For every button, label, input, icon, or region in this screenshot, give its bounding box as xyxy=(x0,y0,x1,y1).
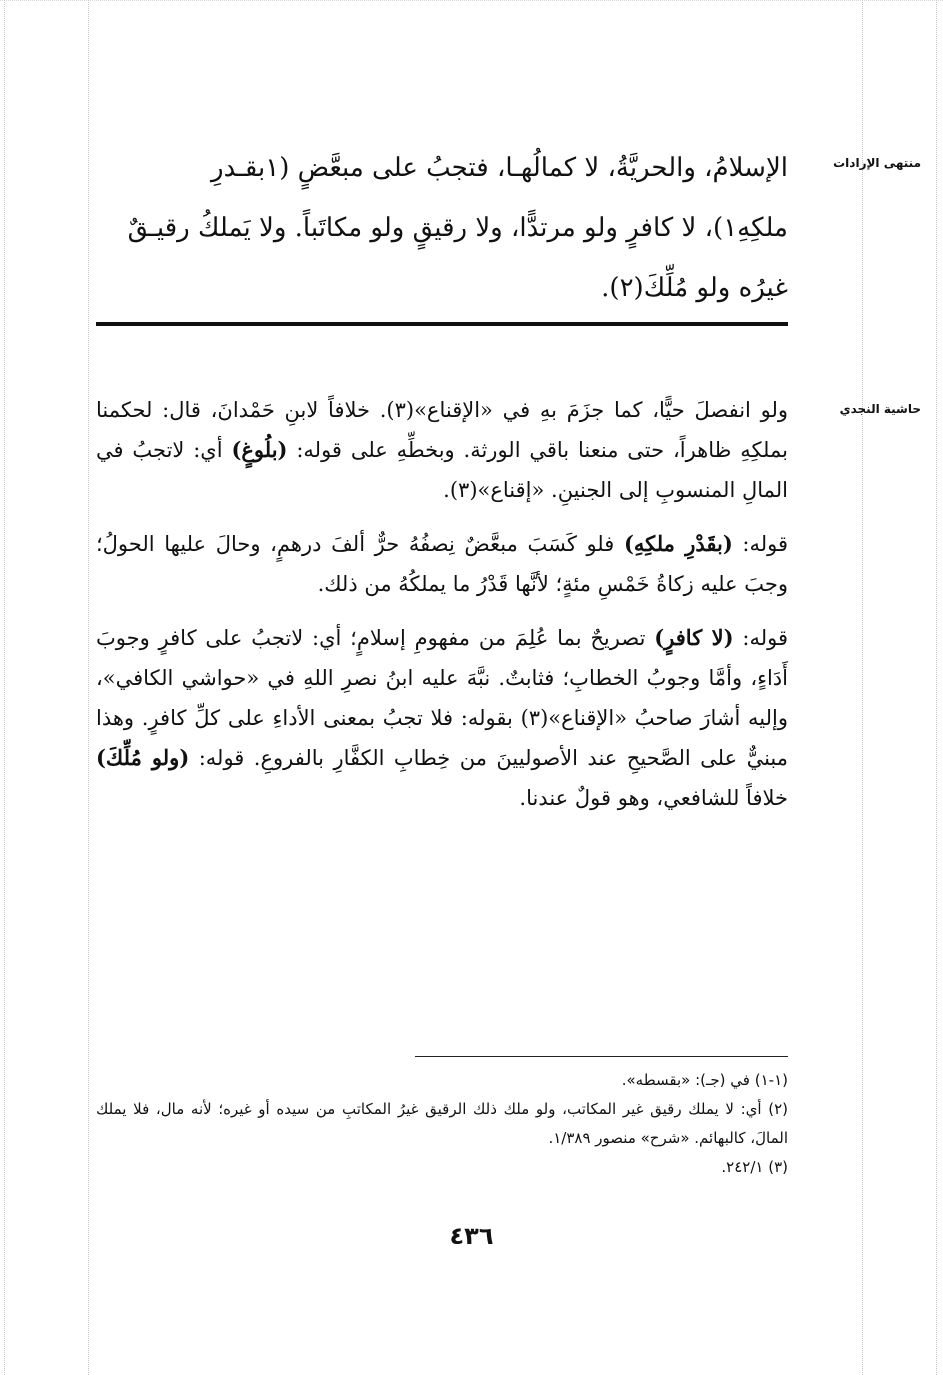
commentary-text: قوله: xyxy=(732,532,789,556)
quoted-term: (لا كافرٍ) xyxy=(654,625,734,650)
commentary-text: ولو انفصلَ حيًّا، كما جزَمَ بهِ في «الإقناع»(٣). خلافاً لابنِ حَمْدانَ، قال: لحكمنا بملكِهِ ظاهراً، حتى منعنا باقي الورثة. وبخطِّهِ على قوله: xyxy=(96,398,788,462)
matn-side-label: منتهى الإرادات xyxy=(833,156,921,170)
quoted-term: (بلُوغٍ) xyxy=(231,437,288,462)
commentary-text: تصريحٌ بما عُلِمَ من مفهومِ إسلامٍ؛ أي: لاتجبُ على كافرٍ وجوبَ أَدَاءٍ، وأمَّا وجوبُ الخطابِ؛ فثابتٌ. نبَّهَ عليه ابنُ نصرِ اللهِ في «حواشي الكافي»، وإليه أشارَ صاحبُ «الإقناع»(٣) بقوله: فلا تجبُ بمعنى الأداءِ على كلِّ كافرٍ. وهذا مبنيٌّ على الصَّحيحِ عند الأصوليينَ من خِطابِ الكفَّارِ بالفروعِ. قوله: xyxy=(96,626,788,770)
hashiya-paragraph xyxy=(96,390,788,510)
footnote: (٢) أي: لا يملك رقيق غير المكاتب، ولو ملك ذلك الرقيق غيرُ المكاتبِ من سيده أو غيره؛ لأنه مال، فلا يملك المالَ، كالبهائم. «شرح» منصور ١/٣٨٩. xyxy=(96,1100,788,1147)
hashiya-paragraph xyxy=(96,524,788,604)
right-edge-dots xyxy=(936,0,937,1375)
footnote: (١-١) في (جـ): «بقسطه». xyxy=(621,1071,788,1089)
footnote: (٣) ٢٤٢/١. xyxy=(721,1158,788,1176)
footnotes xyxy=(96,1066,788,1182)
commentary-text: خلافاً للشافعي، وهو قولٌ عندنا. xyxy=(519,786,788,810)
hashiya-paragraph xyxy=(96,618,788,818)
page-number: ٤٣٦ xyxy=(449,1222,494,1250)
page-top-edge xyxy=(0,0,943,1)
footnote-rule xyxy=(415,1056,788,1057)
commentary-text: فلو كَسَبَ مبعَّضٌ نِصفُهُ حرٌّ ألفَ درهمٍ، وحالَ عليها الحولُ؛ وجبَ عليه زكاةُ خَمْسِ مئةٍ؛ لأنَّها قَدْرُ ما يملكُهُ من ذلك. xyxy=(96,532,788,596)
hashiya-text xyxy=(96,390,788,832)
quoted-term: (بقَدْرِ ملكِهِ) xyxy=(623,531,733,556)
right-margin-dots xyxy=(862,0,863,1375)
commentary-text: أي: لاتجبُ في المالِ المنسوبِ إلى الجنينِ. «إقناع»(٣). xyxy=(96,438,788,502)
left-margin-dots xyxy=(88,0,89,1375)
hashiya-side-label: حاشية النجدي xyxy=(839,402,921,416)
section-divider xyxy=(96,322,788,326)
matn-line: غيرُه ولو مُلِّكَ(٢). xyxy=(601,273,788,303)
matn-line: الإسلامُ، والحريَّةُ، لا كمالُهـا، فتجبُ على مبعَّضٍ (١بقـدرِ xyxy=(211,153,788,183)
matn-text xyxy=(96,138,788,318)
commentary-text: قوله: xyxy=(733,626,788,650)
left-edge-dots xyxy=(4,0,5,1375)
quoted-term: (ولو مُلِّكَ) xyxy=(96,745,190,770)
matn-line: ملكِهِ١)، لا كافرٍ ولو مرتدًّا، ولا رقيقٍ ولو مكاتَباً. ولا يَملكُ رقيـقٌ xyxy=(127,213,788,243)
